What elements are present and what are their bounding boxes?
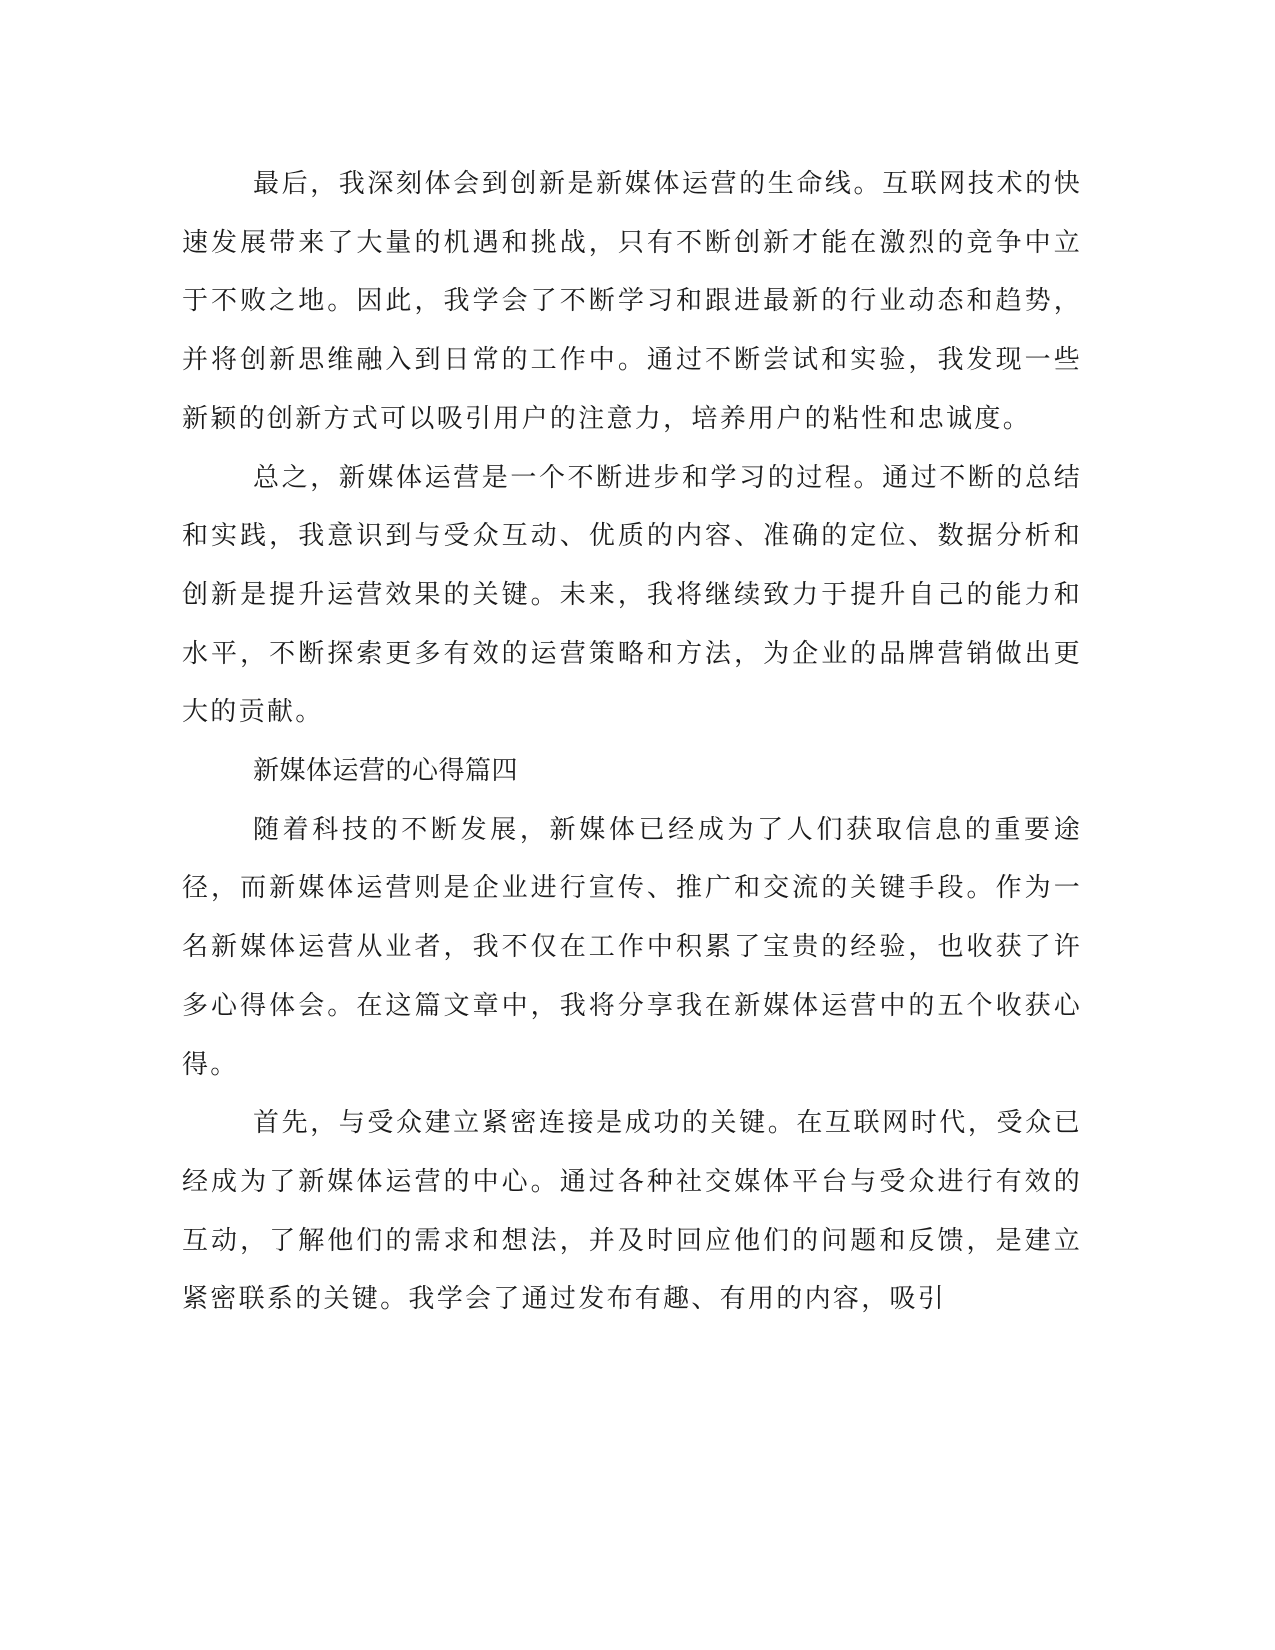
paragraph-introduction: 随着科技的不断发展，新媒体已经成为了人们获取信息的重要途径，而新媒体运营则是企业进行宣传、推广和交流的关键手段。作为一名新媒体运营从业者，我不仅在工作中积累了宝贵的经验，也收获了许多心得体会。在这篇文章中，我将分享我在新媒体运营中的五个收获心得。 [182,814,1082,1080]
paragraph-first-point: 首先，与受众建立紧密连接是成功的关键。在互联网时代，受众已经成为了新媒体运营的中心。通过各种社交媒体平台与受众进行有效的互动，了解他们的需求和想法，并及时回应他们的问题和反馈，是建立紧密联系的关键。我学会了通过发布有趣、有用的内容，吸引 [182,1108,1082,1315]
document-page [182,155,1082,1329]
section-title: 新媒体运营的心得篇四 [253,756,519,787]
paragraph-summary: 总之，新媒体运营是一个不断进步和学习的过程。通过不断的总结和实践，我意识到与受众互动、优质的内容、准确的定位、数据分析和创新是提升运营效果的关键。未来，我将继续致力于提升自己的能力和水平，不断探索更多有效的运营策略和方法，为企业的品牌营销做出更大的贡献。 [182,462,1082,728]
paragraph-innovation: 最后，我深刻体会到创新是新媒体运营的生命线。互联网技术的快速发展带来了大量的机遇和挑战，只有不断创新才能在激烈的竞争中立于不败之地。因此，我学会了不断学习和跟进最新的行业动态和趋势，并将创新思维融入到日常的工作中。通过不断尝试和实验，我发现一些新颖的创新方式可以吸引用户的注意力，培养用户的粘性和忠诚度。 [182,169,1082,434]
